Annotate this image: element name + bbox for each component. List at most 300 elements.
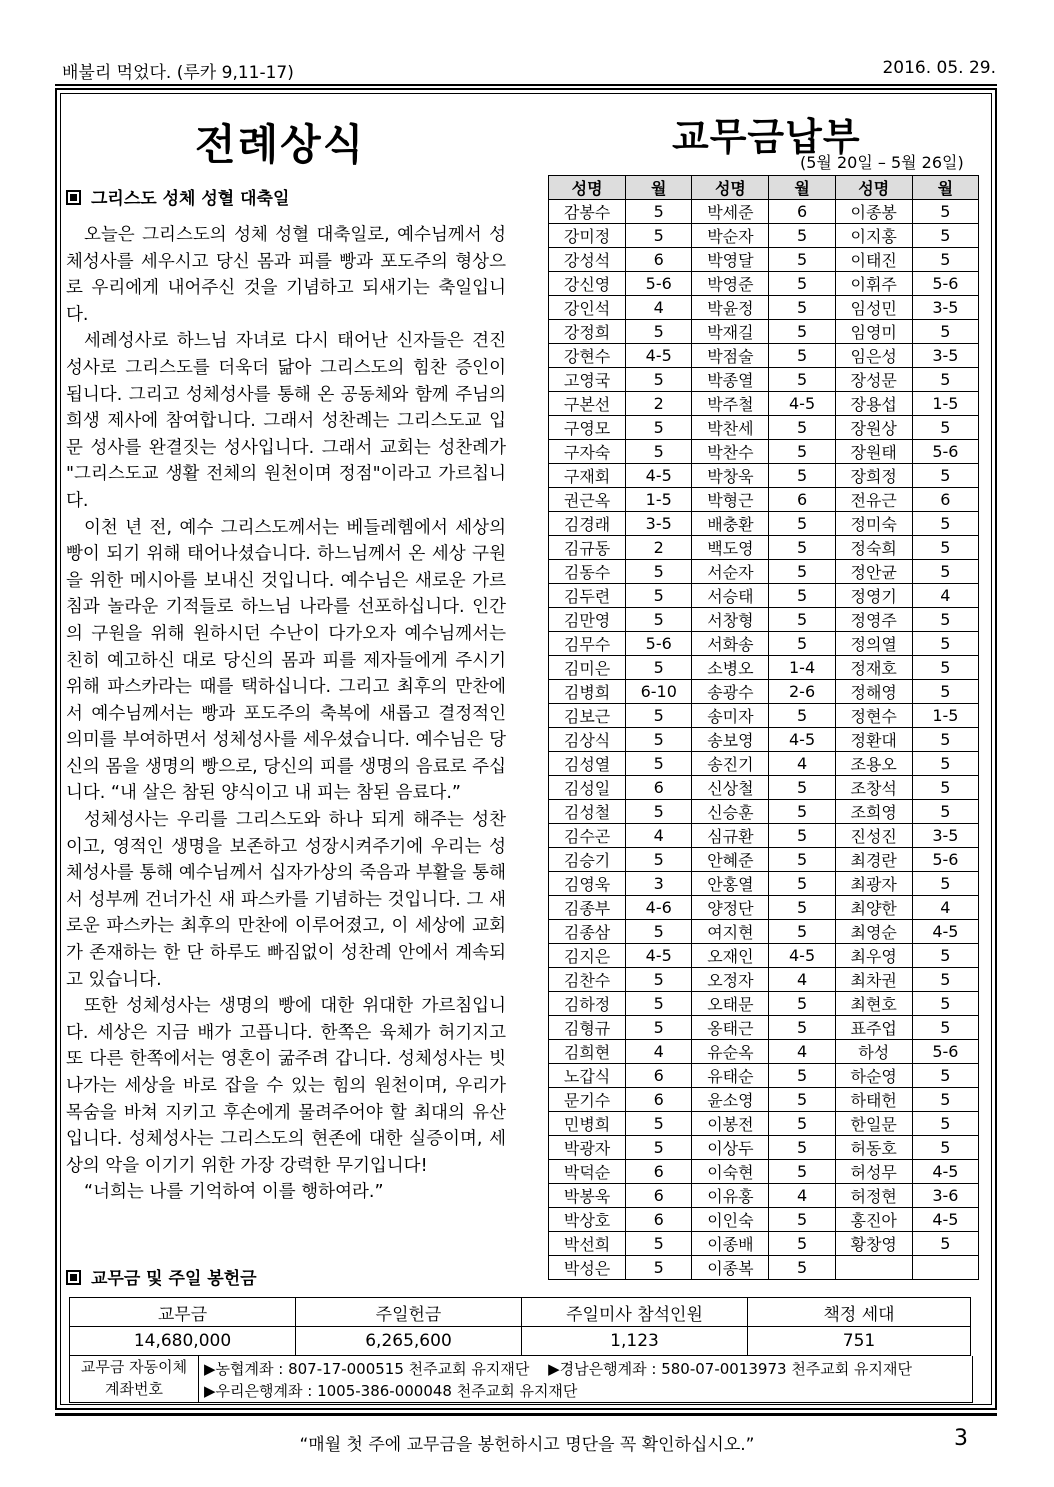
table-row — [549, 1112, 979, 1136]
member-name: 조희영 — [835, 800, 912, 824]
summary-value: 14,680,000 — [70, 1327, 296, 1356]
table-row — [549, 536, 979, 560]
member-name: 옹태근 — [692, 1016, 769, 1040]
col-header-month: 월 — [626, 176, 692, 200]
table-row — [549, 872, 979, 896]
member-name: 박찬세 — [692, 416, 769, 440]
member-name: 김규동 — [549, 536, 626, 560]
paid-month: 5 — [769, 248, 835, 272]
paid-month: 5 — [626, 848, 692, 872]
table-row — [549, 1184, 979, 1208]
paid-month: 5-6 — [626, 632, 692, 656]
paid-month: 5 — [769, 1064, 835, 1088]
paid-month: 5 — [769, 272, 835, 296]
col-header-name: 성명 — [692, 176, 769, 200]
member-name: 정영주 — [835, 608, 912, 632]
paid-month: 1-5 — [912, 392, 978, 416]
member-name: 박주철 — [692, 392, 769, 416]
table-row — [549, 704, 979, 728]
member-name: 장용섭 — [835, 392, 912, 416]
paid-month: 5 — [626, 416, 692, 440]
table-row — [549, 392, 979, 416]
member-name: 구본선 — [549, 392, 626, 416]
paid-month: 5 — [769, 320, 835, 344]
member-name: 강현수 — [549, 344, 626, 368]
paid-month: 5 — [912, 680, 978, 704]
paid-month: 5 — [769, 344, 835, 368]
col-header-month: 월 — [769, 176, 835, 200]
member-name: 박광자 — [549, 1136, 626, 1160]
paid-month: 5 — [769, 1160, 835, 1184]
paid-month: 4 — [626, 1040, 692, 1064]
account-box — [69, 1356, 973, 1403]
paid-month: 5 — [769, 1256, 835, 1280]
paid-month: 5 — [912, 200, 978, 224]
paid-month: 4-5 — [626, 344, 692, 368]
paid-month: 5 — [912, 1016, 978, 1040]
member-name: 강인석 — [549, 296, 626, 320]
paid-month: 6 — [912, 488, 978, 512]
paid-month: 6 — [626, 1088, 692, 1112]
paid-month: 3-5 — [626, 512, 692, 536]
paid-month: 2 — [626, 536, 692, 560]
paid-month: 5 — [769, 536, 835, 560]
member-name: 최경란 — [835, 848, 912, 872]
summary-header: 주일미사 참석인원 — [522, 1298, 748, 1327]
table-row — [549, 896, 979, 920]
member-name: 김상식 — [549, 728, 626, 752]
table-row — [549, 632, 979, 656]
member-name: 정미숙 — [835, 512, 912, 536]
paid-month: 5 — [912, 512, 978, 536]
paid-month: 3-5 — [912, 824, 978, 848]
member-name: 정안균 — [835, 560, 912, 584]
article-quote: “너희는 나를 기억하여 이를 행하여라.” — [84, 1182, 384, 1203]
table-row — [549, 800, 979, 824]
paid-month: 4-5 — [769, 944, 835, 968]
paid-month: 5 — [769, 368, 835, 392]
summary-value: 1,123 — [522, 1327, 748, 1356]
paid-month: 5-6 — [912, 440, 978, 464]
summary-header: 책정 세대 — [748, 1298, 971, 1327]
member-name: 허정현 — [835, 1184, 912, 1208]
table-row — [549, 368, 979, 392]
paid-month: 5 — [626, 368, 692, 392]
paid-month: 5 — [626, 752, 692, 776]
member-name: 최우영 — [835, 944, 912, 968]
header-verse: 배불리 먹었다. (루카 9,11-17) — [62, 63, 294, 83]
paid-month: 6-10 — [626, 680, 692, 704]
member-name: 강정희 — [549, 320, 626, 344]
member-name: 구영모 — [549, 416, 626, 440]
member-name: 오정자 — [692, 968, 769, 992]
member-name: 정의열 — [835, 632, 912, 656]
member-name: 하순영 — [835, 1064, 912, 1088]
paid-month: 5 — [769, 464, 835, 488]
paid-month: 6 — [626, 248, 692, 272]
paid-month: 5 — [769, 1112, 835, 1136]
member-name: 김만영 — [549, 608, 626, 632]
paid-month: 4-5 — [769, 728, 835, 752]
table-row — [549, 1136, 979, 1160]
member-name: 송광수 — [692, 680, 769, 704]
member-name: 최양한 — [835, 896, 912, 920]
paid-month: 6 — [626, 1208, 692, 1232]
paid-month: 5 — [769, 992, 835, 1016]
paid-month: 5 — [912, 1112, 978, 1136]
member-name: 박창욱 — [692, 464, 769, 488]
paid-month: 5 — [626, 440, 692, 464]
table-row — [549, 752, 979, 776]
paid-month: 5 — [769, 704, 835, 728]
table-row — [549, 248, 979, 272]
article-paragraph: 이천 년 전, 예수 그리스도께서는 베들레헴에서 세상의 빵이 되기 위해 태어나셨습니다. 하느님께서 온 세상 구원을 위한 메시아를 보내신 것입니다. 예수님은 새로운 가르침과 놀라운 기적들로 하느님 나라를 선포하십니다. 인간의 구원을 위해 원하시던 수난이 다가오자 예수님께서는 친히 예고하신 대로 당신의 몸과 피를 제자들에게 주시기 위해 파스카라는 때를 택하십니다. 그리고 최후의 만찬에서 예수님께서는 빵과 포도주의 축복에 새롭고 결정적인 의미를 부여하면서 성체성사를 세우셨습니다. 예수님은 당신의 몸을 생명의 빵으로, 당신의 피를 생명의 음료로 주십니다. “내 살은 참된 양식이고 내 피는 참된 음료다.” — [66, 517, 506, 804]
paid-month: 6 — [626, 1184, 692, 1208]
member-name — [835, 1256, 912, 1280]
member-name: 최현호 — [835, 992, 912, 1016]
member-name: 서순자 — [692, 560, 769, 584]
table-row — [549, 296, 979, 320]
article-paragraph: 오늘은 그리스도의 성체 성혈 대축일로, 예수님께서 성체성사를 세우시고 당신 몸과 피를 빵과 포도주의 형상으로 우리에게 내어주신 것을 기념하고 되새기는 축일입니다. — [66, 225, 506, 325]
table-row — [549, 968, 979, 992]
paid-month: 5 — [912, 416, 978, 440]
table-row — [549, 560, 979, 584]
paid-month: 4 — [912, 896, 978, 920]
paid-month: 5 — [626, 800, 692, 824]
member-name: 박윤정 — [692, 296, 769, 320]
paid-month: 5 — [769, 896, 835, 920]
paid-month: 4-5 — [626, 944, 692, 968]
paid-month: 5 — [769, 824, 835, 848]
summary-header: 주일헌금 — [296, 1298, 522, 1327]
member-name: 박재길 — [692, 320, 769, 344]
member-name: 강신영 — [549, 272, 626, 296]
member-name: 안혜준 — [692, 848, 769, 872]
member-name: 박성은 — [549, 1256, 626, 1280]
paid-month: 5 — [769, 560, 835, 584]
summary-table — [69, 1297, 971, 1356]
member-name: 유순옥 — [692, 1040, 769, 1064]
member-name: 허동호 — [835, 1136, 912, 1160]
member-name: 박덕순 — [549, 1160, 626, 1184]
paid-month: 5 — [912, 1136, 978, 1160]
paid-month: 5 — [626, 1112, 692, 1136]
paid-month: 6 — [626, 1160, 692, 1184]
paid-month: 5-6 — [912, 1040, 978, 1064]
member-name: 전유근 — [835, 488, 912, 512]
table-row — [549, 1064, 979, 1088]
member-name: 김희현 — [549, 1040, 626, 1064]
member-name: 이종복 — [692, 1256, 769, 1280]
paid-month: 5 — [912, 320, 978, 344]
account-woori: ▶우리은행계좌 : 1005-386-000048 천주교회 유지재단 — [204, 1382, 578, 1400]
member-name: 최영순 — [835, 920, 912, 944]
member-name: 최광자 — [835, 872, 912, 896]
member-name: 양정단 — [692, 896, 769, 920]
table-row — [549, 1208, 979, 1232]
paid-month: 5 — [912, 248, 978, 272]
paid-month: 5 — [769, 296, 835, 320]
member-name: 박세준 — [692, 200, 769, 224]
member-name: 박점술 — [692, 344, 769, 368]
member-name: 이종봉 — [835, 200, 912, 224]
member-name: 박봉욱 — [549, 1184, 626, 1208]
paid-month: 5 — [769, 1232, 835, 1256]
table-row — [549, 464, 979, 488]
member-name: 오태문 — [692, 992, 769, 1016]
paid-month: 5 — [626, 224, 692, 248]
paid-month — [912, 1256, 978, 1280]
member-name: 박종열 — [692, 368, 769, 392]
member-name: 송진기 — [692, 752, 769, 776]
member-name: 장희정 — [835, 464, 912, 488]
paid-month: 5 — [912, 224, 978, 248]
table-row — [549, 920, 979, 944]
paid-month: 5 — [626, 584, 692, 608]
member-name: 김병희 — [549, 680, 626, 704]
paid-month: 5 — [769, 440, 835, 464]
table-row — [549, 1088, 979, 1112]
member-name: 이숙현 — [692, 1160, 769, 1184]
col-header-month: 월 — [912, 176, 978, 200]
paid-month: 5 — [626, 656, 692, 680]
member-name: 진성진 — [835, 824, 912, 848]
paid-month: 6 — [626, 776, 692, 800]
col-header-name: 성명 — [549, 176, 626, 200]
member-name: 박상호 — [549, 1208, 626, 1232]
summary-value: 751 — [748, 1327, 971, 1356]
paid-month: 5 — [912, 944, 978, 968]
member-name: 김하정 — [549, 992, 626, 1016]
member-name: 조창석 — [835, 776, 912, 800]
paid-month: 5 — [912, 608, 978, 632]
member-name: 임영미 — [835, 320, 912, 344]
dues-date-range: (5월 20일 – 5월 26일) — [800, 153, 964, 172]
table-row — [549, 1016, 979, 1040]
paid-month: 5 — [769, 416, 835, 440]
paid-month: 5 — [769, 800, 835, 824]
member-name: 여지현 — [692, 920, 769, 944]
table-row — [549, 656, 979, 680]
square-bullet-icon — [66, 1270, 81, 1285]
member-name: 김승기 — [549, 848, 626, 872]
member-name: 감봉수 — [549, 200, 626, 224]
summary-header-row — [70, 1298, 971, 1327]
member-name: 김영욱 — [549, 872, 626, 896]
table-row — [549, 344, 979, 368]
paid-month: 5 — [912, 872, 978, 896]
paid-month: 5 — [626, 1256, 692, 1280]
member-name: 윤소영 — [692, 1088, 769, 1112]
paid-month: 4 — [626, 824, 692, 848]
paid-month: 6 — [769, 488, 835, 512]
paid-month: 4-5 — [912, 1208, 978, 1232]
paid-month: 5 — [769, 512, 835, 536]
paid-month: 5 — [626, 608, 692, 632]
paid-month: 5 — [769, 224, 835, 248]
paid-month: 5 — [769, 1016, 835, 1040]
account-kyongnam: ▶경남은행계좌 : 580-07-0013973 천주교회 유지재단 — [548, 1360, 913, 1378]
member-name: 민병희 — [549, 1112, 626, 1136]
table-row — [549, 272, 979, 296]
member-name: 심규환 — [692, 824, 769, 848]
member-name: 허성무 — [835, 1160, 912, 1184]
member-name: 서화송 — [692, 632, 769, 656]
paid-month: 5 — [912, 992, 978, 1016]
member-name: 표주업 — [835, 1016, 912, 1040]
member-name: 김경래 — [549, 512, 626, 536]
paid-month: 5 — [626, 1232, 692, 1256]
table-row — [549, 680, 979, 704]
paid-month: 5 — [769, 776, 835, 800]
paid-month: 1-5 — [626, 488, 692, 512]
member-name: 정재호 — [835, 656, 912, 680]
member-name: 박순자 — [692, 224, 769, 248]
paid-month: 5 — [626, 728, 692, 752]
article-paragraph: 세례성사로 하느님 자녀로 다시 태어난 신자들은 견진성사로 그리스도를 더욱더 닮아 그리스도의 힘찬 증인이 됩니다. 그리고 성체성사를 통해 온 공동체와 함께 주님의 희생 제사에 참여합니다. 그래서 성찬례는 그리스도교 입문 성사를 완결짓는 성사입니다. 그래서 교회는 성찬례가 "그리스도교 생활 전체의 원천이며 정점"이라고 가르칩니다. — [66, 331, 506, 511]
member-name: 이봉전 — [692, 1112, 769, 1136]
table-row — [549, 776, 979, 800]
square-bullet-icon — [66, 190, 81, 205]
footer-quote: “매월 첫 주에 교무금을 봉헌하시고 명단을 꼭 확인하십시오.” — [299, 1435, 755, 1455]
member-name: 정영기 — [835, 584, 912, 608]
member-name: 정숙희 — [835, 536, 912, 560]
member-name: 김종부 — [549, 896, 626, 920]
paid-month: 5 — [769, 608, 835, 632]
section-heading-offering: 교무금 및 주일 봉헌금 — [66, 1264, 257, 1289]
col-header-name: 성명 — [835, 176, 912, 200]
paid-month: 3-5 — [912, 344, 978, 368]
paid-month: 4 — [769, 968, 835, 992]
dues-table — [548, 175, 979, 1280]
member-name: 정현수 — [835, 704, 912, 728]
paid-month: 5 — [626, 560, 692, 584]
member-name: 백도영 — [692, 536, 769, 560]
paid-month: 4-5 — [626, 464, 692, 488]
paid-month: 4 — [912, 584, 978, 608]
paid-month: 4-5 — [912, 920, 978, 944]
paid-month: 5 — [769, 1136, 835, 1160]
paid-month: 5 — [769, 1088, 835, 1112]
member-name: 이종배 — [692, 1232, 769, 1256]
table-row — [549, 488, 979, 512]
paid-month: 5-6 — [626, 272, 692, 296]
paid-month: 5 — [769, 920, 835, 944]
account-nonghyup: ▶농협계좌 : 807-17-000515 천주교회 유지재단 — [204, 1360, 530, 1378]
paid-month: 5 — [912, 560, 978, 584]
paid-month: 3-6 — [912, 1184, 978, 1208]
summary-value-row — [70, 1327, 971, 1356]
member-name: 정해영 — [835, 680, 912, 704]
paid-month: 1-5 — [912, 704, 978, 728]
header-rule — [55, 84, 997, 86]
member-name: 강미정 — [549, 224, 626, 248]
paid-month: 5 — [626, 1016, 692, 1040]
member-name: 김형규 — [549, 1016, 626, 1040]
member-name: 신승훈 — [692, 800, 769, 824]
paid-month: 4 — [769, 1040, 835, 1064]
member-name: 이지홍 — [835, 224, 912, 248]
member-name: 황창영 — [835, 1232, 912, 1256]
member-name: 김성철 — [549, 800, 626, 824]
member-name: 홍진아 — [835, 1208, 912, 1232]
paid-month: 5 — [626, 200, 692, 224]
paid-month: 5 — [769, 872, 835, 896]
paid-month: 2-6 — [769, 680, 835, 704]
paid-month: 5 — [626, 320, 692, 344]
paid-month: 5 — [912, 968, 978, 992]
member-name: 김수곤 — [549, 824, 626, 848]
table-row — [549, 584, 979, 608]
member-name: 정환대 — [835, 728, 912, 752]
paid-month: 5 — [626, 920, 692, 944]
paid-month: 4 — [769, 752, 835, 776]
member-name: 이태진 — [835, 248, 912, 272]
member-name: 오재인 — [692, 944, 769, 968]
member-name: 최차권 — [835, 968, 912, 992]
member-name: 문기수 — [549, 1088, 626, 1112]
section-heading-feast: 그리스도 성체 성혈 대축일 — [66, 184, 289, 209]
table-row — [549, 1040, 979, 1064]
dues-header-row — [549, 176, 979, 200]
member-name: 김두련 — [549, 584, 626, 608]
paid-month: 4 — [769, 1184, 835, 1208]
member-name: 신상철 — [692, 776, 769, 800]
paid-month: 5 — [769, 848, 835, 872]
member-name: 이휘주 — [835, 272, 912, 296]
paid-month: 5 — [912, 752, 978, 776]
member-name: 박형근 — [692, 488, 769, 512]
paid-month: 6 — [626, 1064, 692, 1088]
article-paragraph: 성체성사는 우리를 그리스도와 하나 되게 해주는 성찬이고, 영적인 생명을 보존하고 성장시켜주기에 우리는 성체성사를 통해 예수님께서 십자가상의 죽음과 부활을 통해서 성부께 건너가신 새 파스카를 기념하는 것입니다. 그 새로운 파스카는 최후의 만찬에 이루어졌고, 이 세상에 교회가 존재하는 한 단 하루도 빠짐없이 성찬례 안에서 계속되고 있습니다. — [66, 810, 506, 990]
paid-month: 1-4 — [769, 656, 835, 680]
member-name: 김동수 — [549, 560, 626, 584]
member-name: 김미은 — [549, 656, 626, 680]
paid-month: 5 — [769, 632, 835, 656]
paid-month: 5 — [626, 992, 692, 1016]
member-name: 박영달 — [692, 248, 769, 272]
paid-month: 5 — [769, 1208, 835, 1232]
table-row — [549, 1160, 979, 1184]
paid-month: 5 — [912, 1088, 978, 1112]
paid-month: 5 — [912, 536, 978, 560]
member-name: 임성민 — [835, 296, 912, 320]
summary-header: 교무금 — [70, 1298, 296, 1327]
table-row — [549, 728, 979, 752]
summary-value: 6,265,600 — [296, 1327, 522, 1356]
paid-month: 5 — [912, 728, 978, 752]
member-name: 소병오 — [692, 656, 769, 680]
paid-month: 5 — [912, 368, 978, 392]
paid-month: 6 — [769, 200, 835, 224]
member-name: 노갑식 — [549, 1064, 626, 1088]
paid-month: 5 — [912, 632, 978, 656]
member-name: 김무수 — [549, 632, 626, 656]
member-name: 유태순 — [692, 1064, 769, 1088]
member-name: 장성문 — [835, 368, 912, 392]
paid-month: 4-5 — [912, 1160, 978, 1184]
account-label: 교무금 자동이체 계좌번호 — [70, 1356, 199, 1402]
member-name: 장원상 — [835, 416, 912, 440]
table-row — [549, 200, 979, 224]
member-name: 조용오 — [835, 752, 912, 776]
member-name: 김지은 — [549, 944, 626, 968]
paid-month: 5 — [626, 1136, 692, 1160]
member-name: 구자숙 — [549, 440, 626, 464]
member-name: 김성일 — [549, 776, 626, 800]
member-name: 이상두 — [692, 1136, 769, 1160]
title-liturgy: 전례상식 — [195, 120, 366, 169]
